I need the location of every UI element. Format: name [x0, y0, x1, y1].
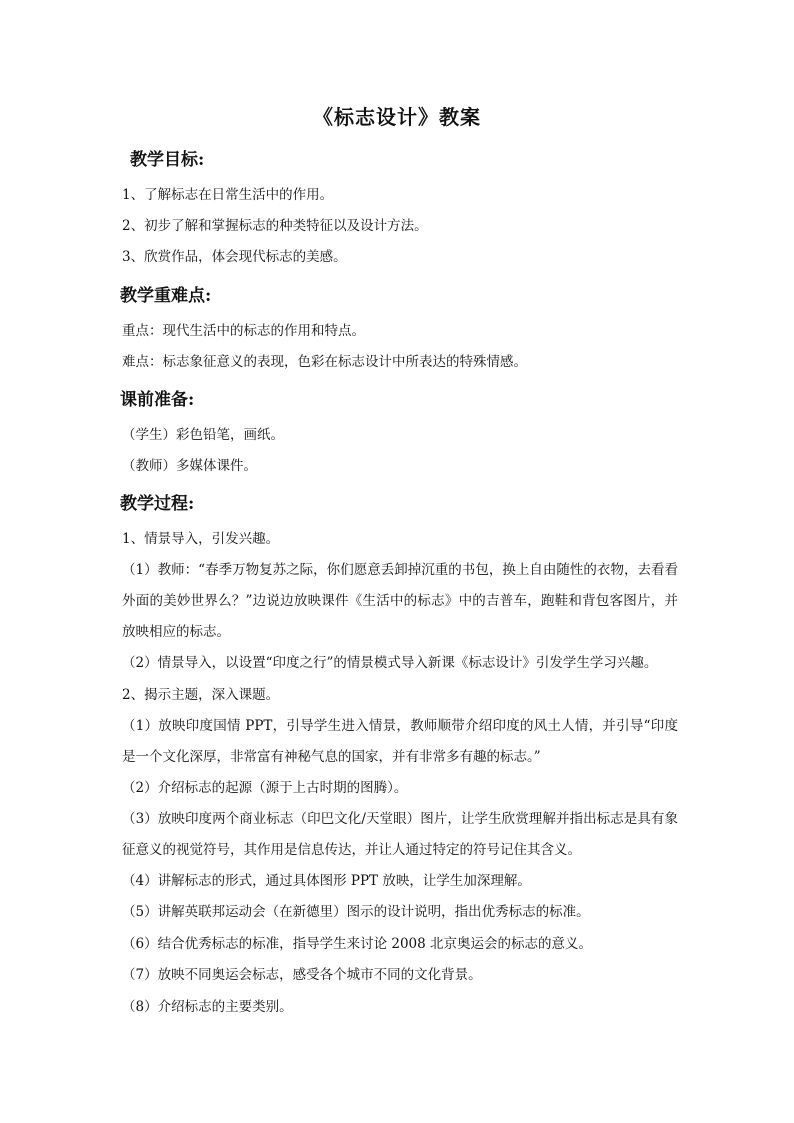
- process-item-2-8: （8）介绍标志的主要类别。: [122, 999, 293, 1015]
- key-points-heading: 教学重难点:: [120, 286, 212, 306]
- objective-item-3: 3、欣赏作品，体会现代标志的美感。: [122, 249, 347, 265]
- process-item-2-3: （3）放映印度两个商业标志（印巴文化/天堂眼）图片，让学生欣赏理解并指出标志是具有象征意义的视觉符号，其作用是信息传达，并让人通过特定的符号记住其含义。: [122, 811, 678, 858]
- process-heading: 教学过程:: [120, 494, 195, 514]
- process-item-2-4: （4）讲解标志的形式，通过具体图形 PPT 放映，让学生加深理解。: [122, 873, 531, 889]
- preparation-heading: 课前准备:: [120, 390, 195, 410]
- process-item-1-1: （1）教师：“春季万物复苏之际，你们愿意丢卸掉沉重的书包，换上自由随性的衣物，去看看外面的美妙世界么？”边说边放映课件《生活中的标志》中的吉普车，跑鞋和背包客图片，并放映相应的标志。: [122, 562, 678, 640]
- process-item-2-5: （5）讲解英联邦运动会（在新德里）图示的设计说明，指出优秀标志的标准。: [122, 904, 590, 920]
- document-title: 《标志设计》教案: [313, 105, 481, 129]
- preparation-item-2: （教师）多媒体课件。: [122, 458, 257, 474]
- process-item-2: 2、揭示主题，深入课题。: [122, 687, 280, 703]
- process-item-1-2: （2）情景导入，以设置“印度之行”的情景模式导入新课《标志设计》引发学生学习兴趣。: [122, 655, 658, 671]
- objective-item-1: 1、了解标志在日常生活中的作用。: [122, 187, 334, 203]
- key-point-item-1: 重点：现代生活中的标志的作用和特点。: [122, 323, 365, 339]
- process-item-2-2: （2）介绍标志的起源（源于上古时期的图腾）。: [122, 780, 408, 796]
- preparation-item-1: （学生）彩色铅笔，画纸。: [122, 427, 284, 443]
- objective-item-2: 2、初步了解和掌握标志的种类特征以及设计方法。: [122, 218, 428, 234]
- process-item-2-1: （1）放映印度国情 PPT，引导学生进入情景，教师顺带介绍印度的风土人情，并引导“印度是一个文化深厚，非常富有神秘气息的国家，并有非常多有趣的标志。”: [122, 718, 678, 765]
- process-item-2-7: （7）放映不同奥运会标志，感受各个城市不同的文化背景。: [122, 967, 482, 983]
- process-item-2-6: （6）结合优秀标志的标准，指导学生来讨论 2008 北京奥运会的标志的意义。: [122, 936, 593, 952]
- objectives-heading: 教学目标:: [130, 150, 205, 170]
- process-item-1: 1、情景导入，引发兴趣。: [122, 531, 280, 547]
- key-point-item-2: 难点：标志象征意义的表现，色彩在标志设计中所表达的特殊情感。: [122, 354, 527, 370]
